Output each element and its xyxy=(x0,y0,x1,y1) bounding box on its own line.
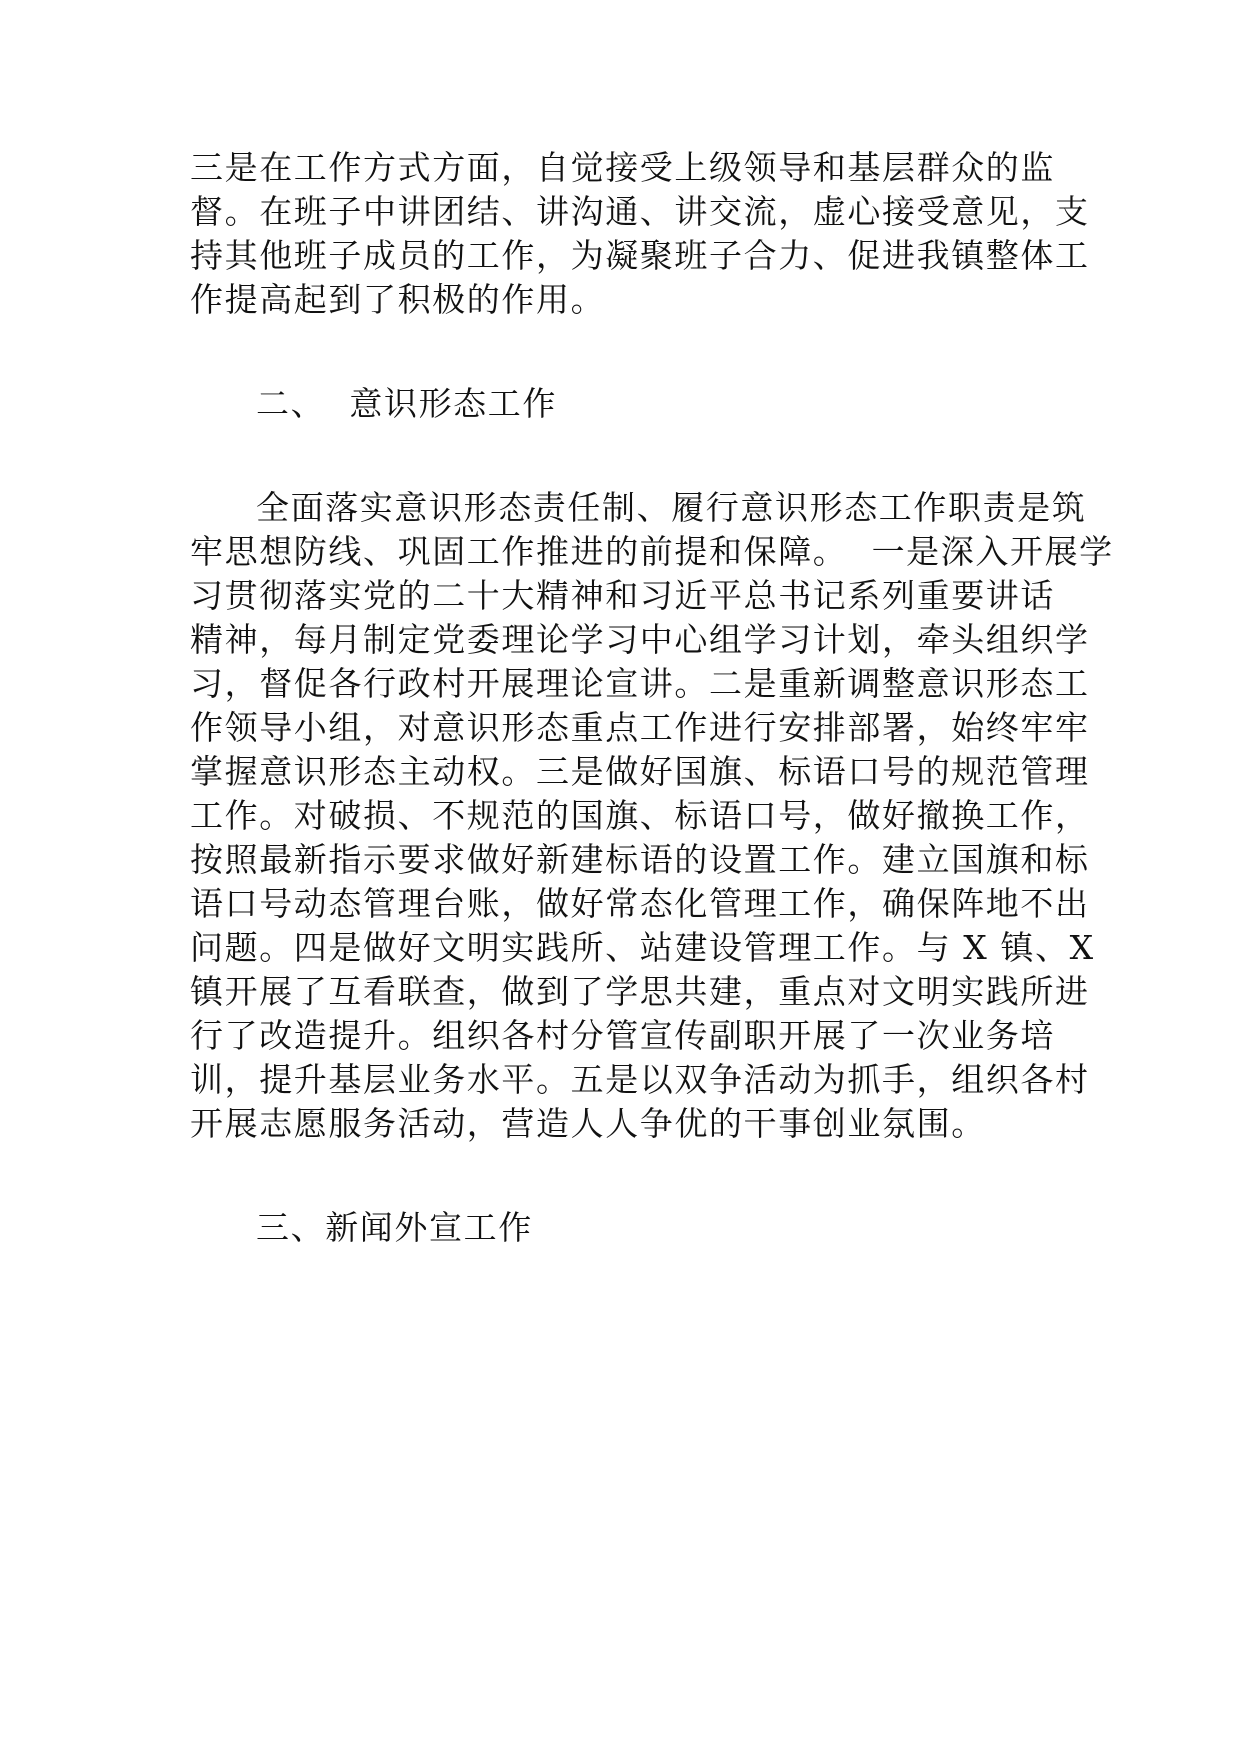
paragraph-line: 习贯彻落实党的二十大精神和习近平总书记系列重要讲话 xyxy=(190,576,1055,615)
paragraph-line: 习，督促各行政村开展理论宣讲。二是重新调整意识形态工 xyxy=(190,664,1090,703)
paragraph-line: 镇开展了互看联查，做到了学思共建，重点对文明实践所进 xyxy=(190,972,1090,1011)
paragraph-line: 行了改造提升。组织各村分管宣传副职开展了一次业务培 xyxy=(190,1016,1055,1055)
paragraph-line: 按照最新指示要求做好新建标语的设置工作。建立国旗和标 xyxy=(190,840,1090,879)
paragraph-line: 语口号动态管理台账，做好常态化管理工作，确保阵地不出 xyxy=(190,884,1090,923)
paragraph-line: 三是在工作方式方面，自觉接受上级领导和基层群众的监 xyxy=(190,148,1055,187)
paragraph-line: 作提高起到了积极的作用。 xyxy=(190,280,606,319)
paragraph-line: 牢思想防线、巩固工作推进的前提和保障。 一是深入开展学 xyxy=(190,532,1114,571)
section-heading-3: 三、新闻外宣工作 xyxy=(256,1208,533,1247)
paragraph-line: 工作。对破损、不规范的国旗、标语口号，做好撤换工作， xyxy=(190,796,1090,835)
paragraph-line: 开展志愿服务活动，营造人人争优的干事创业氛围。 xyxy=(190,1104,986,1143)
section-heading-2: 二、 意识形态工作 xyxy=(256,384,557,423)
paragraph-line: 持其他班子成员的工作，为凝聚班子合力、促进我镇整体工 xyxy=(190,236,1090,275)
paragraph-line: 督。在班子中讲团结、讲沟通、讲交流，虚心接受意见，支 xyxy=(190,192,1090,231)
paragraph-line: 训，提升基层业务水平。五是以双争活动为抓手，组织各村 xyxy=(190,1060,1090,1099)
paragraph-line: 精神，每月制定党委理论学习中心组学习计划，牵头组织学 xyxy=(190,620,1090,659)
paragraph-line: 作领导小组，对意识形态重点工作进行安排部署，始终牢牢 xyxy=(190,708,1090,747)
paragraph-line: 问题。四是做好文明实践所、站建设管理工作。与 X 镇、X xyxy=(190,928,1095,967)
paragraph-line: 全面落实意识形态责任制、履行意识形态工作职责是筑 xyxy=(256,488,1087,527)
paragraph-line: 掌握意识形态主动权。三是做好国旗、标语口号的规范管理 xyxy=(190,752,1090,791)
